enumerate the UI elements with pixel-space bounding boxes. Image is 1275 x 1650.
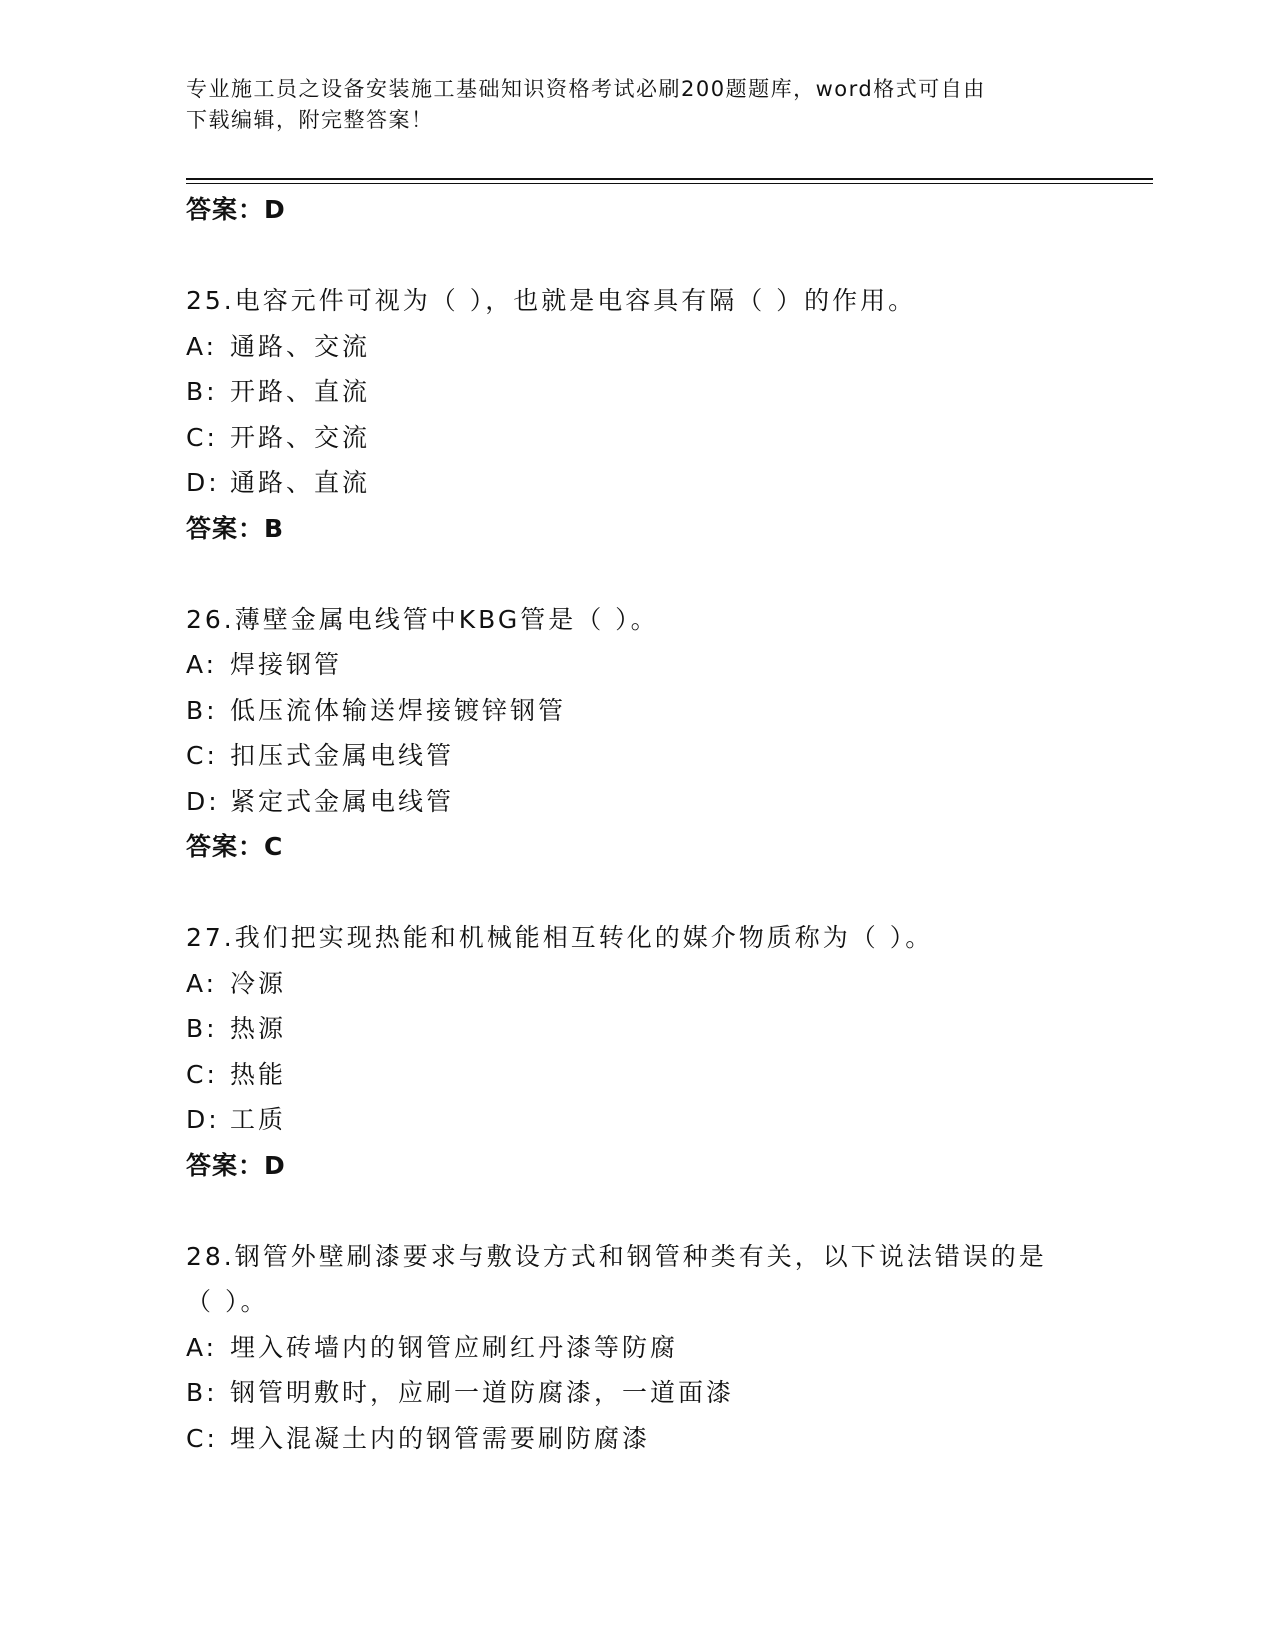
option-text: 低压流体输送焊接镀锌钢管 <box>230 695 567 725</box>
option-key: B: <box>186 377 218 406</box>
question-stem-continuation: （ ）。 <box>186 1287 269 1316</box>
option-text: 埋入砖墙内的钢管应刷红丹漆等防腐 <box>230 1332 679 1362</box>
question-list <box>186 187 1146 1461</box>
option-b <box>186 1006 1146 1052</box>
option-text: 焊接钢管 <box>230 650 343 679</box>
option-text: 通路、交流 <box>230 331 371 361</box>
option-text: 热能 <box>230 1059 287 1089</box>
option-key: C: <box>186 1059 218 1089</box>
option-key: B: <box>186 1014 218 1043</box>
option-text: 钢管明敷时，应刷一道防腐漆，一道面漆 <box>230 1378 735 1407</box>
answer-line: 答案：C <box>186 832 284 861</box>
spacer <box>186 233 1146 279</box>
option-key: C: <box>186 422 218 452</box>
option-key: D: <box>186 1105 220 1134</box>
option-b <box>186 688 1146 734</box>
option-key: C: <box>186 741 218 770</box>
option-c <box>186 733 1146 779</box>
option-a <box>186 642 1146 688</box>
option-a <box>186 1325 1146 1371</box>
option-key: A: <box>186 968 218 998</box>
option-a <box>186 324 1146 370</box>
option-key: A: <box>186 650 218 679</box>
header-line-1: 专业施工员之设备安装施工基础知识资格考试必刷200题题库，word格式可自由 <box>186 77 986 101</box>
option-key: B: <box>186 1378 218 1407</box>
option-key: A: <box>186 1332 218 1362</box>
option-key: D: <box>186 786 220 816</box>
question-stem: 25.电容元件可视为（ ），也就是电容具有隔（ ）的作用。 <box>186 286 917 315</box>
option-key: A: <box>186 331 218 361</box>
header-divider-thick <box>186 178 1153 180</box>
option-d <box>186 1097 1146 1143</box>
option-text: 热源 <box>230 1014 287 1043</box>
option-d <box>186 460 1146 506</box>
option-b <box>186 369 1146 415</box>
answer-line: 答案：D <box>186 1150 286 1180</box>
previous-answer: 答案：D <box>186 195 286 224</box>
option-text: 扣压式金属电线管 <box>230 741 455 770</box>
option-b <box>186 1370 1146 1416</box>
option-text: 埋入混凝土内的钢管需要刷防腐漆 <box>230 1423 651 1453</box>
option-c <box>186 1416 1146 1462</box>
spacer <box>186 551 1146 597</box>
question-stem: 28.钢管外壁刷漆要求与敷设方式和钢管种类有关，以下说法错误的是 <box>186 1241 1047 1271</box>
option-a <box>186 961 1146 1007</box>
option-key: C: <box>186 1423 218 1453</box>
header-divider-thin <box>186 183 1153 184</box>
question-stem: 27.我们把实现热能和机械能相互转化的媒介物质称为（ ）。 <box>186 923 934 952</box>
option-key: B: <box>186 695 218 725</box>
option-key: D: <box>186 468 220 497</box>
spacer <box>186 1188 1146 1234</box>
option-text: 开路、直流 <box>230 377 371 406</box>
option-text: 开路、交流 <box>230 422 371 452</box>
option-text: 工质 <box>230 1105 287 1134</box>
option-c <box>186 1052 1146 1098</box>
answer-line: 答案：B <box>186 513 285 543</box>
option-text: 通路、直流 <box>230 468 371 497</box>
spacer <box>186 870 1146 916</box>
option-text: 紧定式金属电线管 <box>230 786 455 816</box>
option-c <box>186 415 1146 461</box>
option-text: 冷源 <box>230 968 287 998</box>
question-stem: 26.薄壁金属电线管中KBG管是（ ）。 <box>186 604 659 634</box>
option-d <box>186 779 1146 825</box>
header-line-2: 下载编辑，附完整答案！ <box>186 108 434 132</box>
document-header <box>186 74 1086 136</box>
